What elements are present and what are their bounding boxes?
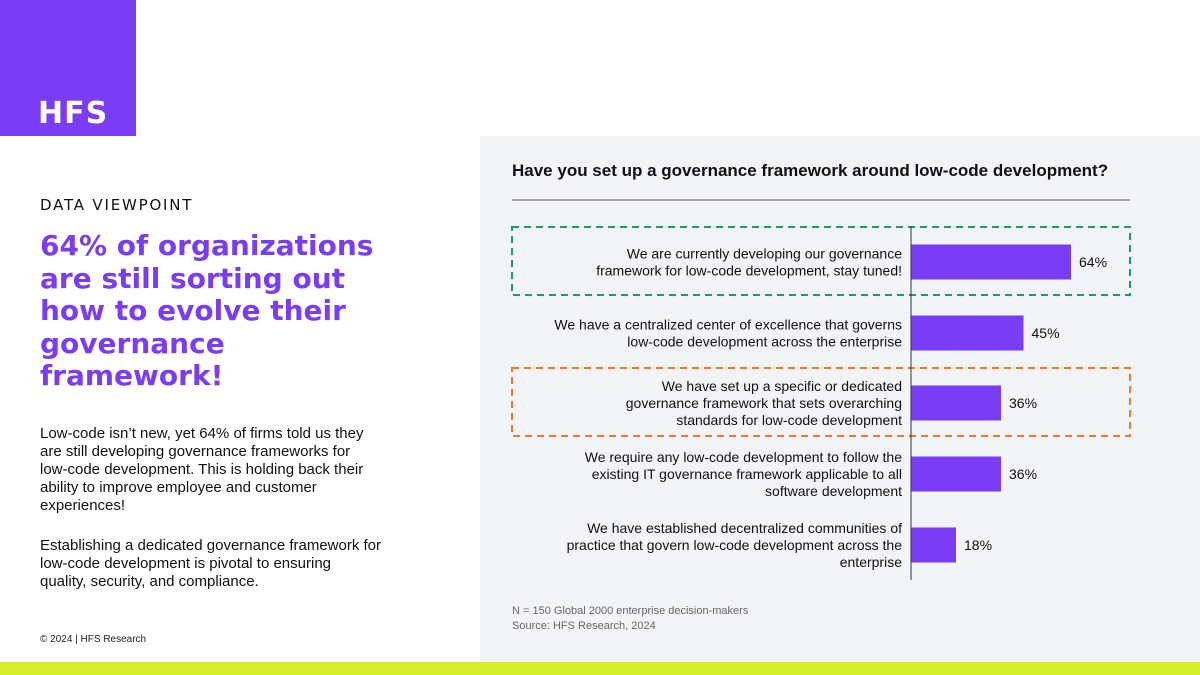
data-label: 18% — [964, 537, 993, 553]
paragraph-line: quality, security, and compliance. — [40, 573, 259, 590]
data-label: 36% — [1009, 395, 1038, 411]
copyright: © 2024 | HFS Research — [40, 634, 147, 645]
paragraph-line: are still developing governance frameworks for — [40, 443, 351, 460]
footnote: N = 150 Global 2000 enterprise decision-makers — [512, 605, 749, 617]
paragraph-line: experiences! — [40, 497, 126, 514]
category-label: We have a centralized center of excellence that governs — [554, 316, 902, 333]
category-label: standards for low-code development — [676, 412, 902, 428]
bar — [911, 457, 1001, 492]
data-label: 45% — [1031, 325, 1060, 341]
category-label: We have set up a specific or dedicated — [661, 378, 902, 394]
paragraph-line: ability to improve employee and customer — [40, 479, 317, 496]
category-label: governance framework that sets overarching — [625, 395, 902, 411]
category-label: enterprise — [839, 554, 902, 570]
bar — [911, 386, 1001, 421]
category-label: software development — [765, 483, 902, 499]
bar — [911, 528, 956, 563]
headline-line: framework! — [40, 359, 224, 392]
paragraph-line: low-code development is pivotal to ensuring — [40, 555, 331, 572]
paragraph-line: low-code development. This is holding back their — [40, 461, 364, 478]
headline-line: are still sorting out — [40, 261, 346, 295]
category-label: We have established decentralized communities of — [587, 520, 902, 536]
footnote: Source: HFS Research, 2024 — [512, 620, 656, 632]
headline-line: 64% of organizations — [40, 229, 374, 262]
data-label: 36% — [1009, 466, 1038, 482]
category-label: practice that govern low-code development across the — [566, 537, 902, 553]
bar — [911, 245, 1071, 280]
category-label: low-code development across the enterprise — [627, 333, 902, 350]
category-label: We are currently developing our governance — [626, 245, 902, 262]
category-label: We require any low-code development to follow the — [584, 449, 902, 465]
category-label: existing IT governance framework applicable to all — [591, 466, 902, 482]
paragraph-line: Establishing a dedicated governance framework for — [40, 537, 382, 554]
hfs-logo: HFS — [38, 96, 109, 131]
category-label: framework for low-code development, stay tuned! — [596, 262, 902, 279]
section-kicker: DATA VIEWPOINT — [40, 196, 194, 214]
data-label: 64% — [1079, 254, 1108, 270]
headline-line: governance — [40, 326, 225, 360]
bar — [911, 316, 1024, 351]
chart-title: Have you set up a governance framework around low-code development? — [512, 161, 1109, 180]
headline-line: how to evolve their — [40, 294, 346, 327]
paragraph-line: Low-code isn’t new, yet 64% of firms told us they — [40, 425, 364, 442]
